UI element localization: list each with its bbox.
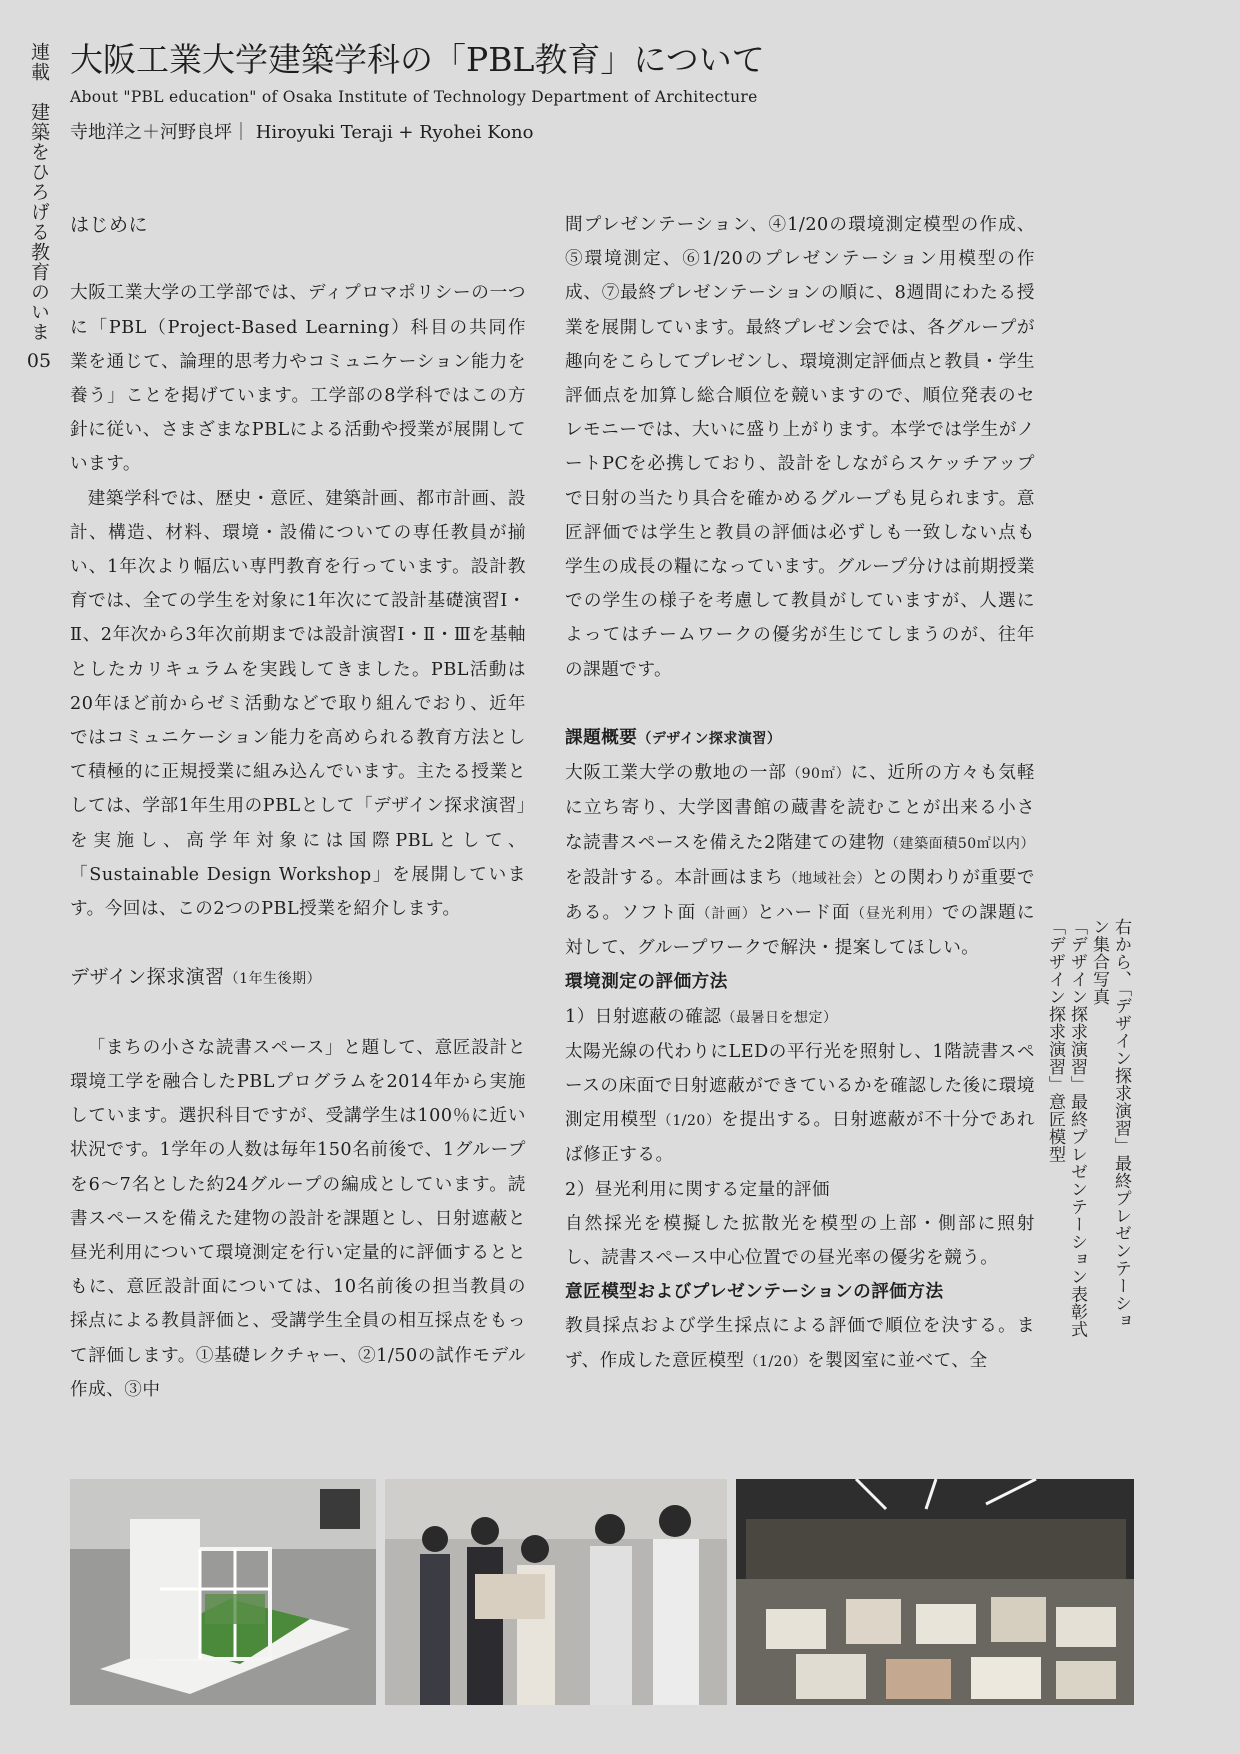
title-block [70, 38, 1170, 144]
env-item-1-body [565, 1035, 1035, 1173]
design-eval-c: を製図室に並べて、全 [806, 1350, 988, 1371]
design-eval-heading: 意匠模型およびプレゼンテーションの評価方法 [565, 1281, 944, 1303]
env-item-2-body: 自然採光を模擬した拡散光を模型の上部・側部に照射し、読書スペース中心位置での昼光率の優劣を競う。 [565, 1213, 1035, 1269]
task-note-b: （90㎡） [786, 766, 851, 783]
task-note-h: （計画） [696, 906, 758, 923]
award-ceremony-image [385, 1479, 727, 1705]
env-item-1-a: 太陽光線の代わりにLEDの平行光を照射し、1階読書スペースの床面で日射遮蔽ができているかを確認した後に環境測定用模型 [565, 1041, 1035, 1131]
env-item-2-heading: 2）昼光利用に関する定量的評価 [565, 1179, 831, 1200]
env-item-1-b: （1/20） [657, 1113, 722, 1130]
task-heading-text: 課題概要 [565, 727, 638, 749]
env-item-1-heading [565, 1000, 1035, 1035]
right-column [565, 208, 1035, 1379]
env-item-1-note: （最暑日を想定） [721, 1009, 838, 1026]
task-text-i: とハード面 [757, 903, 851, 924]
left-column [70, 208, 526, 1407]
task-paragraph [565, 756, 1035, 965]
design-eval-a: 教員採点および学生採点による評価で順位を決する。まず、作成した意匠模型 [565, 1316, 1035, 1371]
design-eval-b: （1/20） [744, 1353, 807, 1370]
env-heading: 環境測定の評価方法 [565, 971, 728, 993]
design-model-image [70, 1479, 376, 1705]
task-heading [565, 721, 1035, 756]
caption-line-2: 「デザイン探求演習」最終プレゼンテーション表彰式 [1067, 918, 1087, 1338]
group-photo-image [736, 1479, 1134, 1705]
task-note-d: （建築面積50㎡以内） [884, 835, 1035, 852]
design-eval-body [565, 1309, 1035, 1378]
photo-award-ceremony [385, 1479, 727, 1705]
series-label: 連載 建築をひろげる教育のいま [28, 42, 50, 342]
photo-design-model [70, 1479, 376, 1705]
design-paragraph-1: 「まちの小さな読書スペース」と題して、意匠設計と環境工学を融合したPBLプログラムを2014年から実施しています。選択科目ですが、受講学生は100％に近い状況です。1学年の人数は毎年150名前後で、1グループを6〜7名とした約24グループの編成としています。読書スペースを備えた建物の設計を課題とし、日射遮蔽と昼光利用について環境測定を行い定量的に評価するとともに、意匠設計面については、10名前後の担当教員の採点による教員評価と、受講学生全員の相互採点をもって評価します。①基礎レクチャー、②1/50の試作モデル作成、③中 [70, 1037, 526, 1400]
photo-group [736, 1479, 1134, 1705]
series-number: 05 [26, 350, 52, 372]
page-title: 大阪工業大学建築学科の「PBL教育」について [70, 40, 765, 79]
continued-paragraph: 間プレゼンテーション、④1/20の環境測定模型の作成、⑤環境測定、⑥1/20のプレゼンテーション用模型の作成、⑦最終プレゼンテーションの順に、8週間にわたる授業を展開しています。最終プレゼン会では、各グループが趣向をこらしてプレゼンし、環境測定評価点と教員・学生評価点を加算し総合順位を競いますので、順位発表のセレモニーでは、大いに盛り上がります。本学では学生がノートPCを必携しており、設計をしながらスケッチアップで日射の当たり具合を確かめるグループも見られます。意匠評価では学生と教員の評価は必ずしも一致しない点も学生の成長の糧になっています。グループ分けは前期授業での学生の様子を考慮して教員がしていますが、人選によってはチームワークの優劣が生じてしまうのが、往年の課題です。 [565, 215, 1035, 680]
task-text-g: との関わりが重要である。ソフト面 [565, 867, 1035, 924]
caption-line-3: 「デザイン探求演習」意匠模型 [1045, 918, 1065, 1163]
design-heading [70, 960, 526, 996]
task-text-c: に、近所の方々も気軽に立ち寄り、大学図書館の蔵書を読むことが出来る小さな読書スペースを備えた2階建ての建物 [565, 763, 1035, 853]
caption-line-1: 右から、「デザイン探求演習」最終プレゼンテーション集合写真 [1089, 918, 1131, 1330]
authors: 寺地洋之＋河野良坪｜ Hiroyuki Teraji + Ryohei Kono [70, 122, 534, 143]
intro-paragraph-2: 建築学科では、歴史・意匠、建築計画、都市計画、設計、構造、材料、環境・設備についての専任教員が揃い、1年次より幅広い専門教育を行っています。設計教育では、全ての学生を対象に1年次にて設計基礎演習Ⅰ・Ⅱ、2年次から3年次前期までは設計演習Ⅰ・Ⅱ・Ⅲを基軸としたカリキュラムを実践してきました。PBL活動は20年ほど前からゼミ活動などで取り組んでおり、近年ではコミュニケーション能力を高められる教育方法として積極的に正規授業に組み込んでいます。主たる授業としては、学部1年生用のPBLとして「デザイン探求演習」を実施し、高学年対象には国際PBLとして、「Sustainable Design Workshop」を展開しています。今回は、この2つのPBL授業を紹介します。 [70, 488, 526, 920]
env-item-1-c: を提出する。日射遮蔽が不十分であれば修正する。 [565, 1110, 1035, 1166]
task-note-j: （昼光利用） [850, 906, 942, 923]
photo-caption [1045, 918, 1132, 1338]
design-heading-text: デザイン探求演習 [70, 966, 225, 989]
env-item-1-text: 1）日射遮蔽の確認 [565, 1006, 722, 1027]
task-heading-note: （デザイン探求演習） [637, 731, 782, 748]
task-text-k: での課題に対して、グループワークで解決・提案してほしい。 [565, 903, 1035, 959]
intro-heading: はじめに [70, 214, 149, 236]
task-note-f: （地域社会） [783, 870, 872, 887]
design-heading-note: （1年生後期） [224, 971, 322, 988]
intro-paragraph-1: 大阪工業大学の工学部では、ディプロマポリシーの一つに「PBL（Project-Based Learning）科目の共同作業を通じて、論理的思考力やコミュニケーション能力を養う」ことを掲げています。工学部の8学科ではこの方針に従い、さまざまなPBLによる活動や授業が展開しています。 [70, 283, 526, 475]
page-subtitle: About "PBL education" of Osaka Institute of Technology Department of Architecture [70, 88, 758, 106]
task-text-a: 大阪工業大学の敷地の一部 [565, 763, 787, 784]
task-text-e: を設計する。本計画はまち [565, 867, 784, 888]
